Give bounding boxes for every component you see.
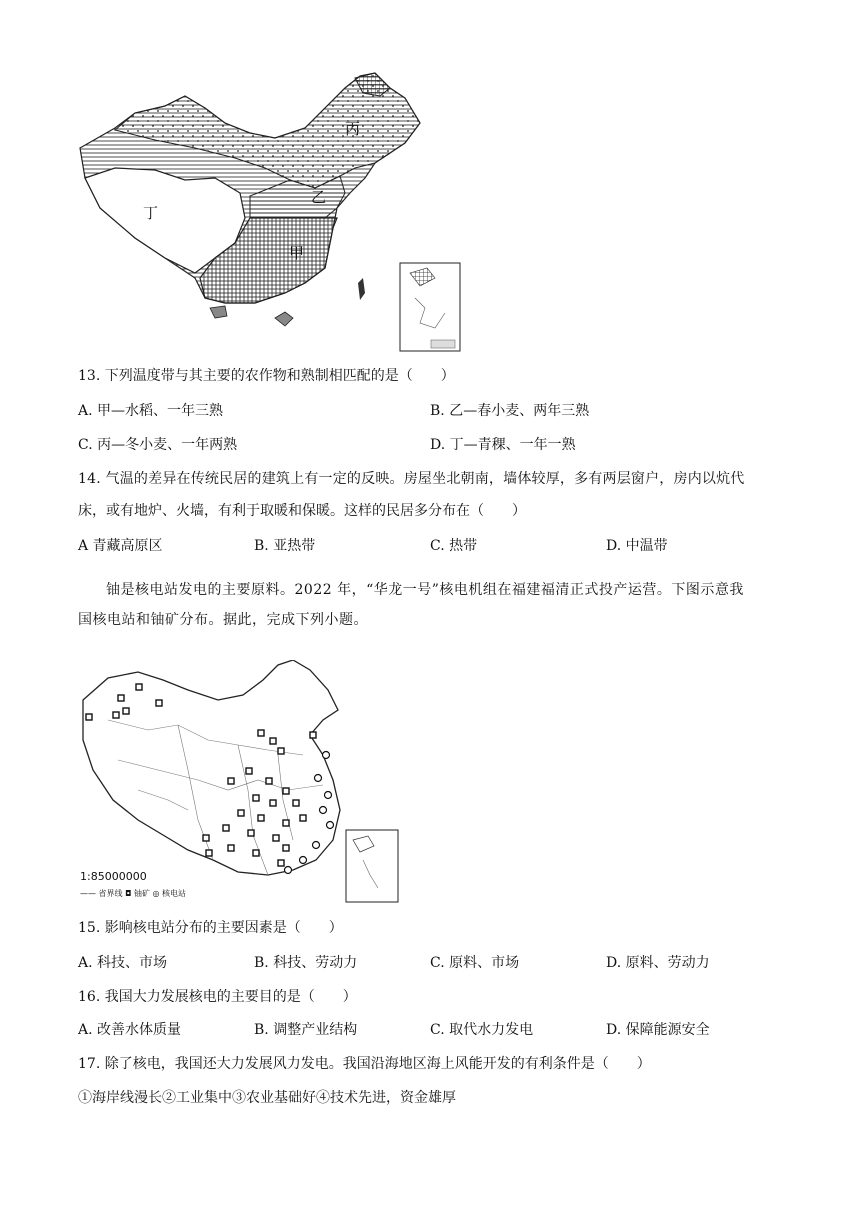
q15-option-d[interactable]: D. 原料、劳动力 (606, 955, 710, 971)
passage-line1: 铀是核电站发电的主要原料。2022 年，“华龙一号”核电机组在福建福清正式投产运营。下图示意我 (106, 582, 744, 598)
map2-legend: —— 省界线 ◘ 铀矿 ◎ 核电站 (80, 889, 187, 898)
q15-option-b[interactable]: B. 科技、劳动力 (254, 955, 358, 971)
q16-option-b[interactable]: B. 调整产业结构 (254, 1022, 358, 1038)
q17-stem: 17. 除了核电，我国还大力发展风力发电。我国沿海地区海上风能开发的有利条件是（ ） (78, 1056, 651, 1072)
q15-stem: 15. 影响核电站分布的主要因素是（ ） (78, 920, 343, 936)
temperature-zone-map (75, 68, 475, 358)
q14-stem-line2: 床，或有地炉、火墙，有利于取暖和保暖。这样的民居多分布在（ ） (78, 503, 526, 519)
q14-option-c[interactable]: C. 热带 (430, 538, 478, 554)
q13-option-d[interactable]: D. 丁—青稞、一年一熟 (430, 437, 576, 453)
map1-label-bing: 丙 (345, 120, 361, 138)
map1-label-jia: 甲 (289, 244, 305, 262)
nuclear-uranium-map (78, 660, 408, 905)
q16-option-a[interactable]: A. 改善水体质量 (78, 1022, 182, 1038)
passage-line2: 国核电站和铀矿分布。据此，完成下列小题。 (78, 612, 368, 628)
q16-option-d[interactable]: D. 保障能源安全 (606, 1022, 710, 1038)
q14-option-b[interactable]: B. 亚热带 (254, 538, 316, 554)
q13-option-a[interactable]: A. 甲—水稻、一年三熟 (78, 403, 224, 419)
q16-option-c[interactable]: C. 取代水力发电 (430, 1022, 534, 1038)
reading-passage (78, 575, 788, 635)
china-outline (83, 660, 340, 875)
q15-option-c[interactable]: C. 原料、市场 (430, 955, 520, 971)
q17-items: ①海岸线漫长②工业集中③农业基础好④技术先进，资金雄厚 (78, 1090, 456, 1106)
q14-option-a[interactable]: A 青藏高原区 (78, 538, 163, 554)
q13-option-c[interactable]: C. 丙—冬小麦、一年两熟 (78, 437, 238, 453)
map2-scale: 1:85000000 (80, 870, 147, 883)
map1-label-ding: 丁 (143, 204, 159, 222)
q14-stem-line1: 14. 气温的差异在传统民居的建筑上有一定的反映。房屋坐北朝南，墙体较厚，多有两层窗户，房内以炕代 (78, 471, 745, 487)
q14-option-d[interactable]: D. 中温带 (606, 538, 668, 554)
q13-stem: 13. 下列温度带与其主要的农作物和熟制相匹配的是（ ） (78, 368, 455, 384)
q13-option-b[interactable]: B. 乙—春小麦、两年三熟 (430, 403, 590, 419)
map1-label-yi: 乙 (311, 188, 327, 206)
q16-stem: 16. 我国大力发展核电的主要目的是（ ） (78, 989, 357, 1005)
q15-option-a[interactable]: A. 科技、市场 (78, 955, 168, 971)
